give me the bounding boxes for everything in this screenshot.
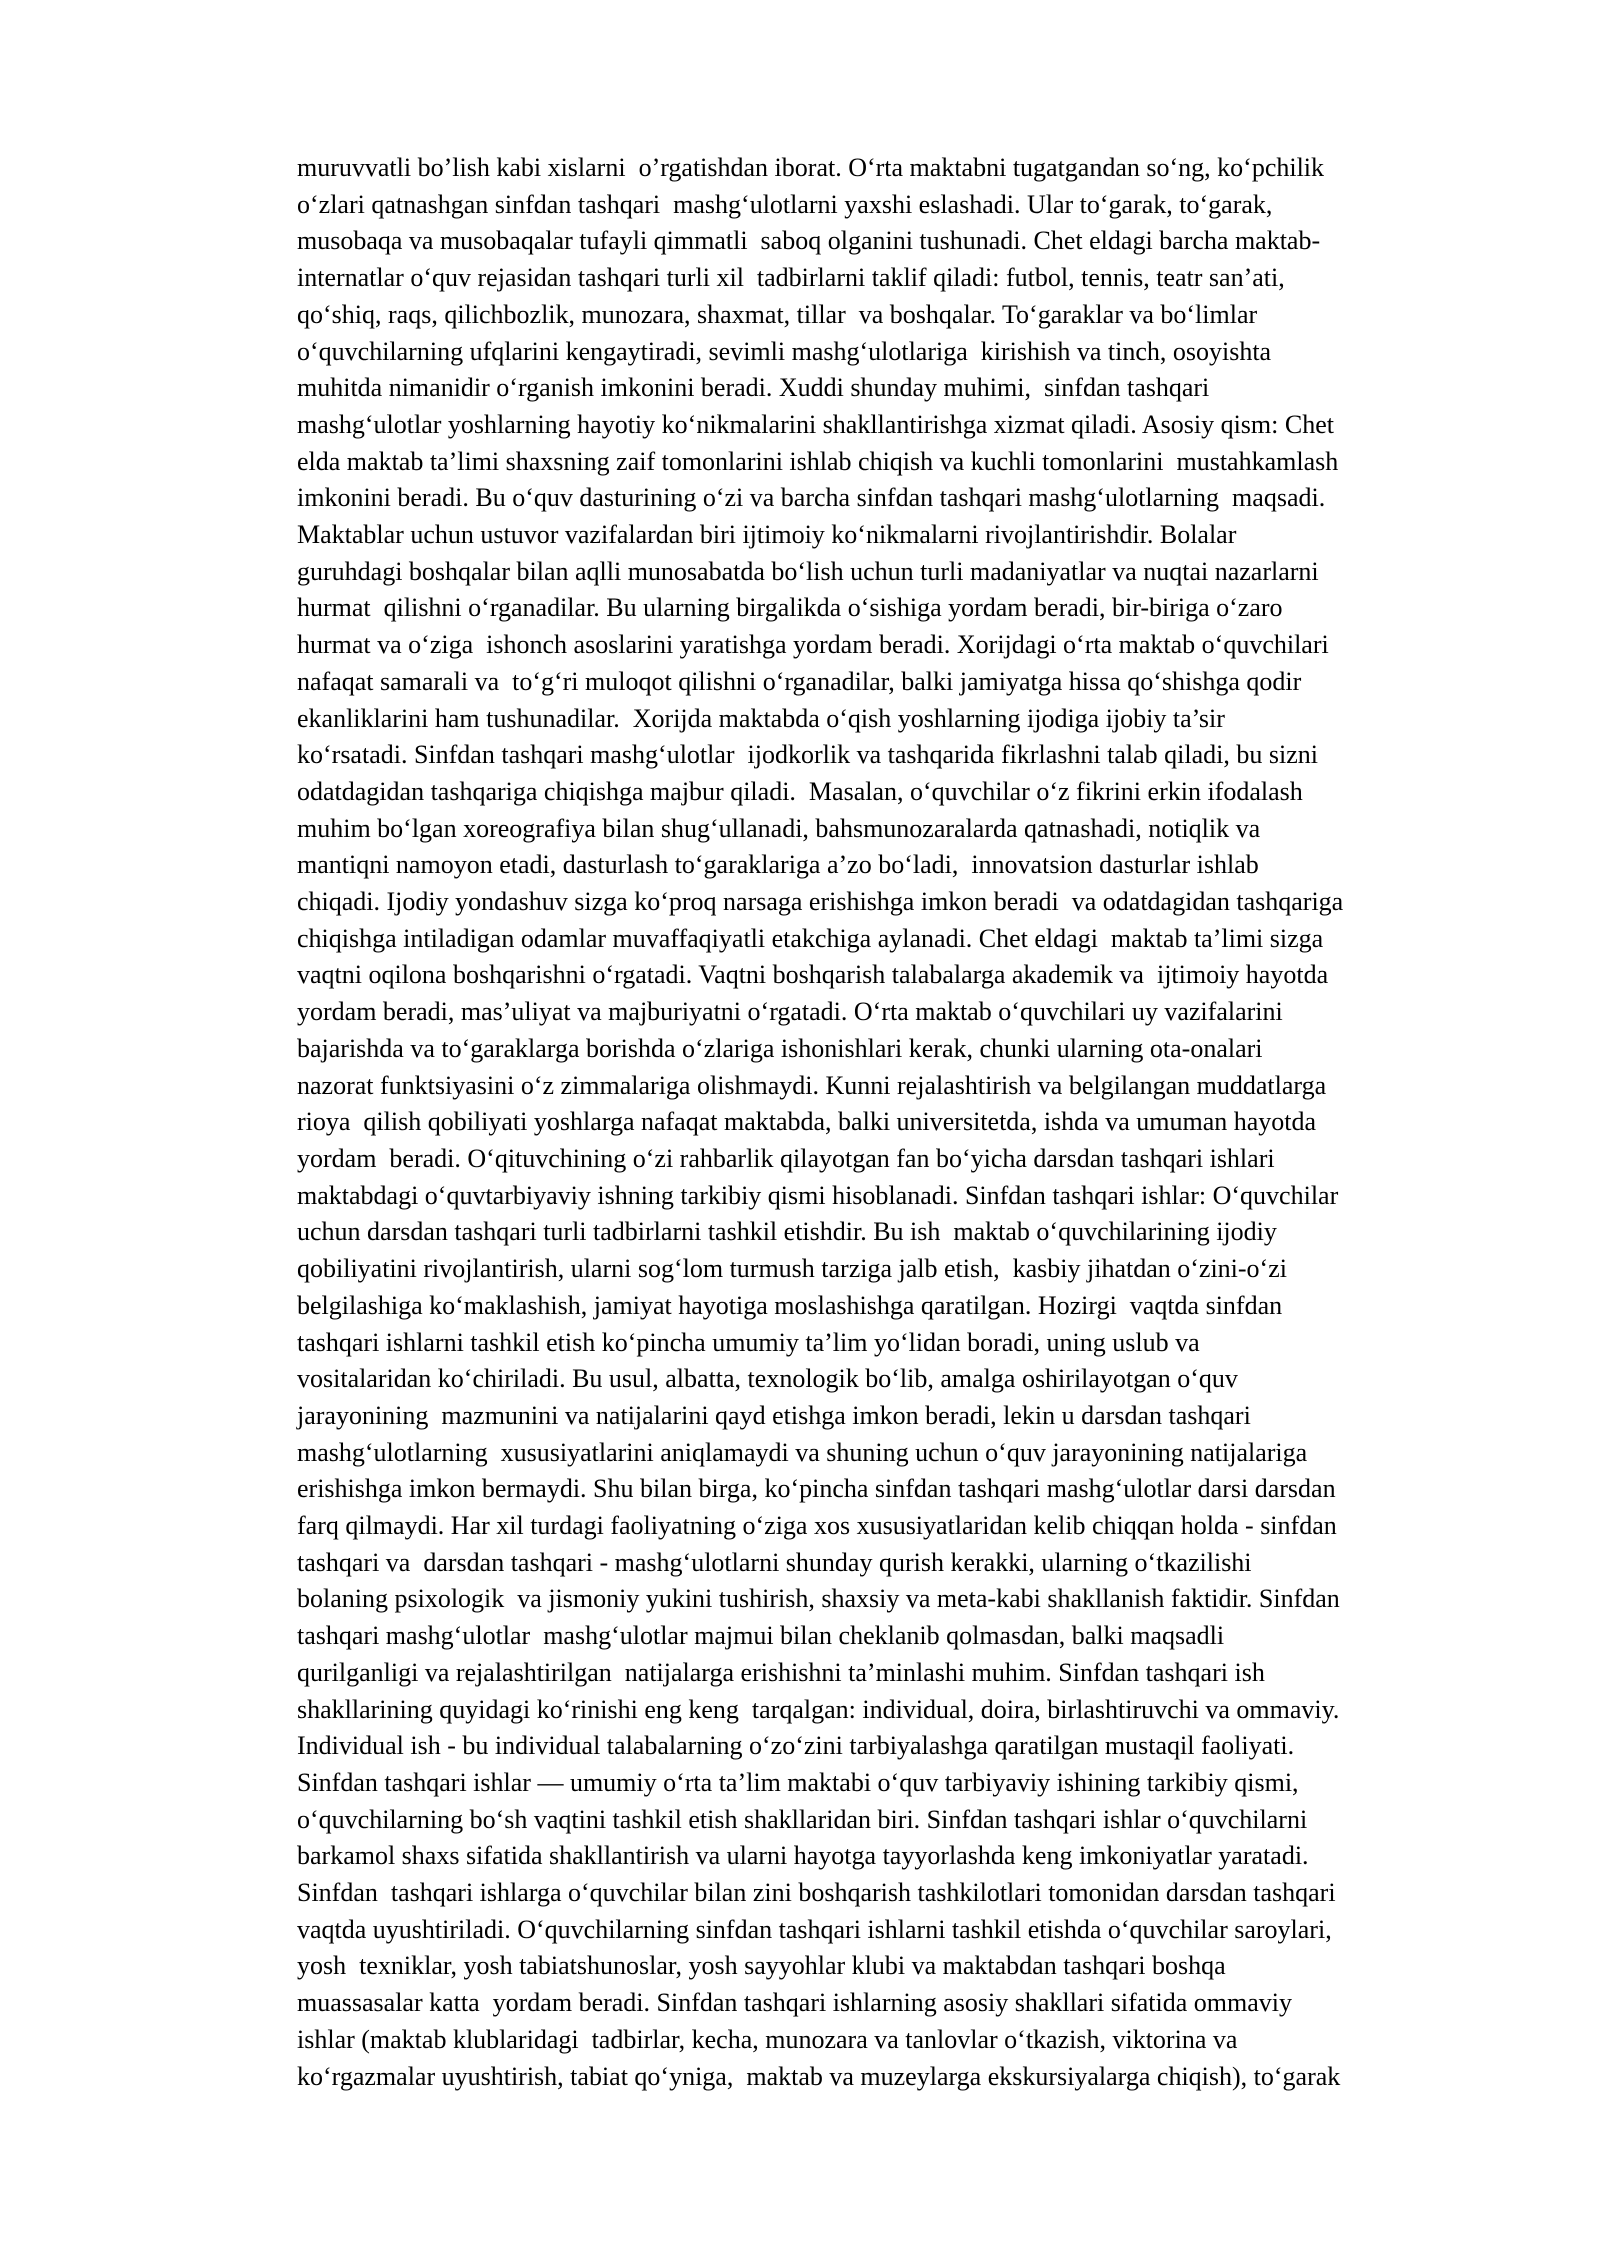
text-line: guruhdagi boshqalar bilan aqlli munosabatda bo‘lish uchun turli madaniyatlar va nuqtai nazarlarni [297,556,1319,586]
text-line: vositalaridan ko‘chiriladi. Bu usul, albatta, texnologik bo‘lib, amalga oshirilayotgan o‘quv [297,1364,1238,1394]
text-line: erishishga imkon bermaydi. Shu bilan birga, ko‘pincha sinfdan tashqari mashg‘ulotlar darsi darsdan [297,1474,1336,1504]
text-line: belgilashiga ko‘maklashish, jamiyat hayotiga moslashishga qaratilgan. Hozirgi vaqtda sinfdan [297,1290,1283,1320]
text-line: barkamol shaxs sifatida shakllantirish va ularni hayotga tayyorlashda keng imkoniyatlar yaratadi. [297,1841,1309,1871]
text-line: mashg‘ulotlarning xususiyatlarini aniqlamaydi va shuning uchun o‘quv jarayonining natijalariga [297,1437,1308,1467]
text-line: o‘zlari qatnashgan sinfdan tashqari mashg‘ulotlarni yaxshi eslashadi. Ular to‘garak, to‘garak, [297,189,1273,219]
text-line: maktabdagi o‘quvtarbiyaviy ishning tarkibiy qismi hisoblanadi. Sinfdan tashqari ishlar: O‘quvchilar [297,1180,1339,1210]
text-line: o‘quvchilarning bo‘sh vaqtini tashkil etish shakllaridan biri. Sinfdan tashqari ishlar o‘quvchilarni [297,1804,1308,1834]
text-line: bajarishda va to‘garaklarga borishda o‘zlariga ishonishlari kerak, chunki ularning ota-onalari [297,1033,1263,1063]
text-line: mashg‘ulotlar yoshlarning hayotiy ko‘nikmalarini shakllantirishga xizmat qiladi. Asosiy qism: Chet [297,409,1334,439]
text-line: yordam beradi, mas’uliyat va majburiyatni o‘rgatadi. O‘rta maktab o‘quvchilari uy vazifalarini [297,997,1283,1027]
text-line: farq qilmaydi. Har xil turdagi faoliyatning o‘ziga xos xususiyatlaridan kelib chiqqan holda - sinfdan [297,1511,1337,1541]
text-line: elda maktab ta’limi shaxsning zaif tomonlarini ishlab chiqish va kuchli tomonlarini mustahkamlash [297,446,1339,476]
text-line: qobiliyatini rivojlantirish, ularni sog‘lom turmush tarziga jalb etish, kasbiy jihatdan o‘zini-o‘zi [297,1254,1287,1284]
text-line: hurmat qilishni o‘rganadilar. Bu ularning birgalikda o‘sishiga yordam beradi, bir-biriga o‘zaro [297,593,1283,623]
text-line: Individual ish - bu individual talabalarning o‘zo‘zini tarbiyalashga qaratilgan mustaqil faoliyati. [297,1731,1295,1761]
text-line: muhitda nimanidir o‘rganish imkonini beradi. Xuddi shunday muhimi, sinfdan tashqari [297,373,1210,403]
text-line: Sinfdan tashqari ishlar — umumiy o‘rta ta’lim maktabi o‘quv tarbiyaviy ishining tarkibiy qismi, [297,1767,1299,1797]
text-line: tashqari va darsdan tashqari - mashg‘ulotlarni shunday qurish kerakki, ularning o‘tkazilishi [297,1547,1252,1577]
text-line: muhim bo‘lgan xoreografiya bilan shug‘ullanadi, bahsmunozaralarda qatnashadi, notiqlik va [297,813,1261,843]
text-line: ko‘rsatadi. Sinfdan tashqari mashg‘ulotlar ijodkorlik va tashqarida fikrlashni talab qiladi, bu sizni [297,740,1318,770]
text-line: hurmat va o‘ziga ishonch asoslarini yaratishga yordam beradi. Xorijdagi o‘rta maktab o‘quvchilari [297,630,1329,660]
text-line: ekanliklarini ham tushunadilar. Xorijda maktabda o‘qish yoshlarning ijodiga ijobiy ta’sir [297,703,1225,733]
text-line: ishlar (maktab klublaridagi tadbirlar, kecha, munozara va tanlovlar o‘tkazish, viktorina va [297,2024,1238,2054]
text-line: Sinfdan tashqari ishlarga o‘quvchilar bilan zini boshqarish tashkilotlari tomonidan darsdan tashqari [297,1878,1336,1908]
text-line: qurilganligi va rejalashtirilgan natijalarga erishishni ta’minlashi muhim. Sinfdan tashqari ish [297,1657,1265,1687]
text-line: musobaqa va musobaqalar tufayli qimmatli saboq olganini tushunadi. Chet eldagi barcha maktab- [297,226,1321,256]
text-line: chiqishga intiladigan odamlar muvaffaqiyatli etakchiga aylanadi. Chet eldagi maktab ta’limi sizga [297,923,1324,953]
text-line: yosh texniklar, yosh tabiatshunoslar, yosh sayyohlar klubi va maktabdan tashqari boshqa [297,1951,1226,1981]
text-line: jarayonining mazmunini va natijalarini qayd etishga imkon beradi, lekin u darsdan tashqari [297,1400,1251,1430]
text-line: o‘quvchilarning ufqlarini kengaytiradi, sevimli mashg‘ulotlariga kirishish va tinch, osoyishta [297,336,1272,366]
text-line: nafaqat samarali va to‘g‘ri muloqot qilishni o‘rganadilar, balki jamiyatga hissa qo‘shishga qodir [297,666,1302,696]
text-line: chiqadi. Ijodiy yondashuv sizga ko‘proq narsaga erishishga imkon beradi va odatdagidan tashqariga [297,887,1344,917]
text-line: ko‘rgazmalar uyushtirish, tabiat qo‘yniga, maktab va muzeylarga ekskursiyalarga chiqish), to‘garak [297,2061,1341,2091]
text-line: internatlar o‘quv rejasidan tashqari turli xil tadbirlarni taklif qiladi: futbol, tennis, teatr san’ati, [297,263,1285,293]
text-line: muruvvatli bo’lish kabi xislarni o’rgatishdan iborat. O‘rta maktabni tugatgandan so‘ng, ko‘pchilik [297,153,1325,182]
text-line: bolaning psixologik va jismoniy yukini tushirish, shaxsiy va meta-kabi shakllanish faktidir. Sinfdan [297,1584,1340,1614]
body-text [297,150,1497,2095]
text-line: Maktablar uchun ustuvor vazifalardan biri ijtimoiy ko‘nikmalarni rivojlantirishdir. Bolalar [297,520,1237,550]
text-line: mantiqni namoyon etadi, dasturlash to‘garaklariga a’zo bo‘ladi, innovatsion dasturlar ishlab [297,850,1259,880]
text-line: rioya qilish qobiliyati yoshlarga nafaqat maktabda, balki universitetda, ishda va umuman hayotda [297,1107,1317,1137]
text-line: uchun darsdan tashqari turli tadbirlarni tashkil etishdir. Bu ish maktab o‘quvchilarining ijodiy [297,1217,1277,1247]
text-line: shakllarining quyidagi ko‘rinishi eng keng tarqalgan: individual, doira, birlashtiruvchi va ommaviy. [297,1694,1340,1724]
text-line: qo‘shiq, raqs, qilichbozlik, munozara, shaxmat, tillar va boshqalar. To‘garaklar va bo‘limlar [297,299,1258,329]
text-line: tashqari ishlarni tashkil etish ko‘pincha umumiy ta’lim yo‘lidan boradi, uning uslub va [297,1327,1200,1357]
text-line: muassasalar katta yordam beradi. Sinfdan tashqari ishlarning asosiy shakllari sifatida ommaviy [297,1988,1292,2018]
text-line: yordam beradi. O‘qituvchining o‘zi rahbarlik qilayotgan fan bo‘yicha darsdan tashqari ishlari [297,1143,1275,1173]
text-line: odatdagidan tashqariga chiqishga majbur qiladi. Masalan, o‘quvchilar o‘z fikrini erkin ifodalash [297,776,1303,806]
text-line: nazorat funktsiyasini o‘z zimmalariga olishmaydi. Kunni rejalashtirish va belgilangan muddatlarga [297,1070,1327,1100]
text-line: vaqtda uyushtiriladi. O‘quvchilarning sinfdan tashqari ishlarni tashkil etishda o‘quvchilar saroylari, [297,1914,1332,1944]
text-line: imkonini beradi. Bu o‘quv dasturining o‘zi va barcha sinfdan tashqari mashg‘ulotlarning maqsadi. [297,483,1326,513]
text-line: vaqtni oqilona boshqarishni o‘rgatadi. Vaqtni boshqarish talabalarga akademik va ijtimoiy hayotda [297,960,1329,990]
text-line: tashqari mashg‘ulotlar mashg‘ulotlar majmui bilan cheklanib qolmasdan, balki maqsadli [297,1621,1225,1651]
